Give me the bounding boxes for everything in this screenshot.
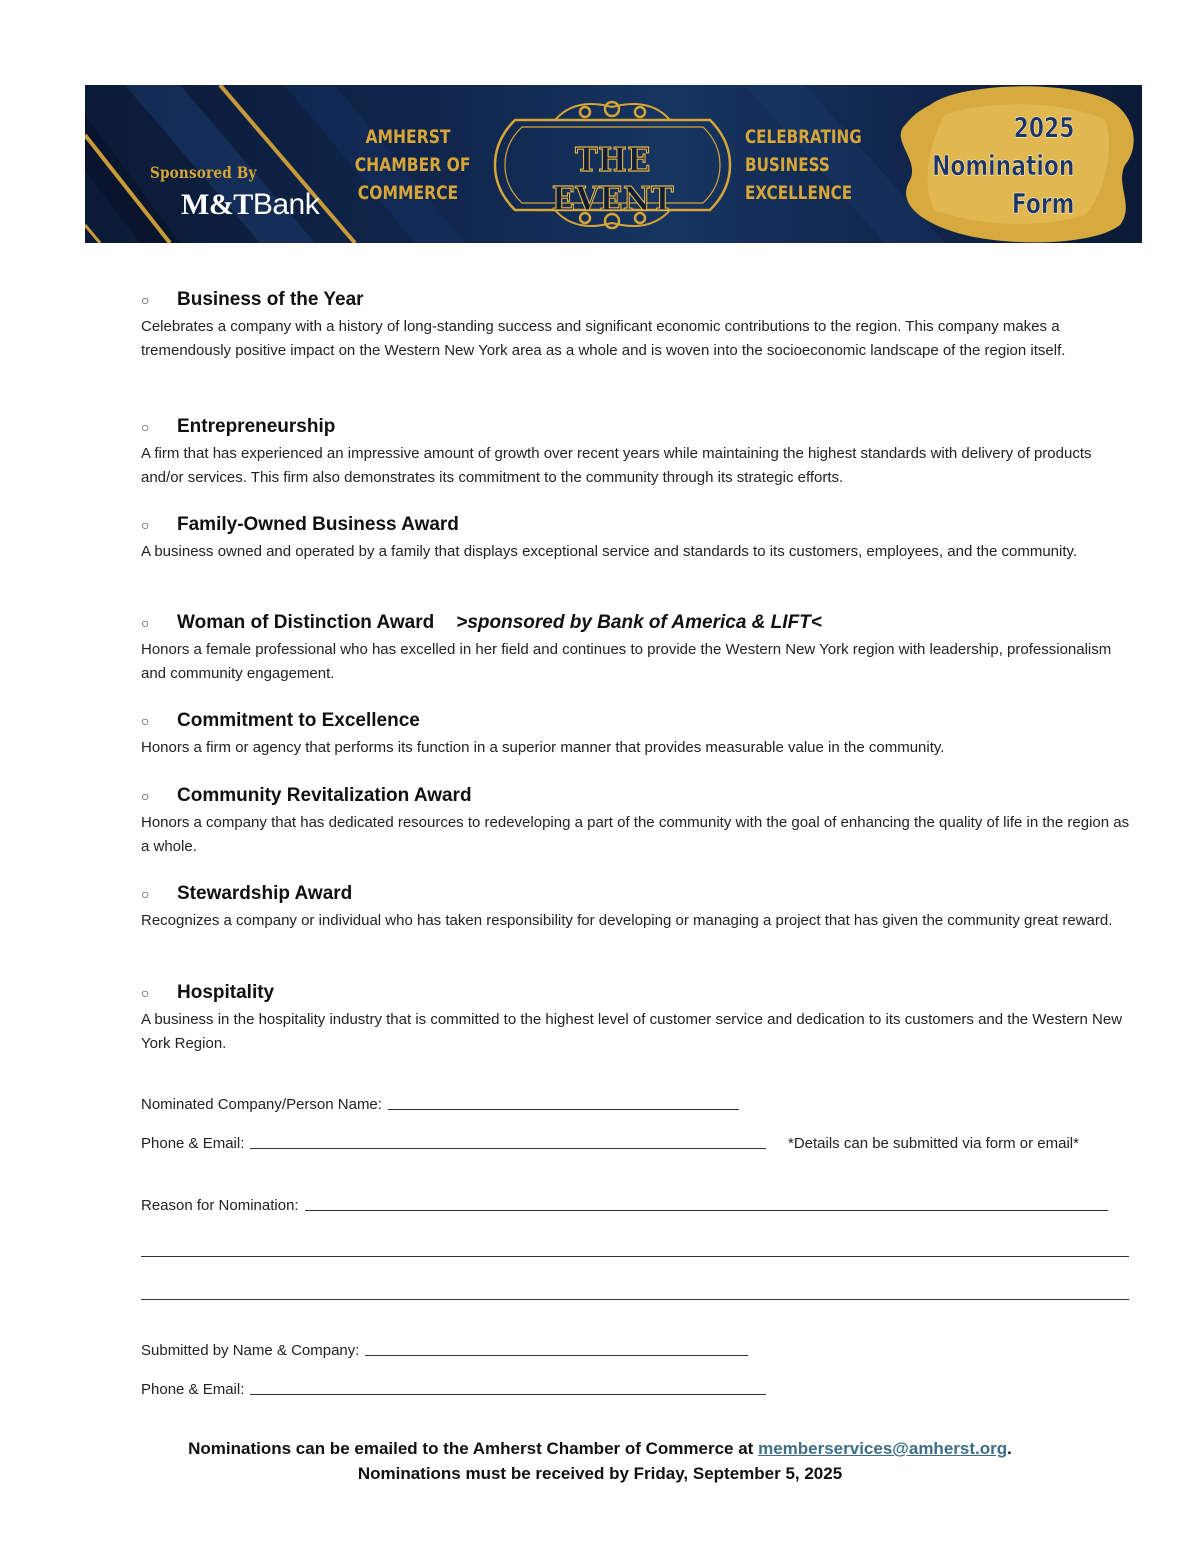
radio-circle-icon[interactable]: ○ — [141, 419, 150, 435]
award-title: Woman of Distinction Award — [177, 612, 435, 633]
celebrating-tagline — [745, 123, 862, 207]
nominee-name-line[interactable] — [388, 1108, 739, 1110]
award-option[interactable] — [141, 416, 1136, 489]
award-description: Honors a female professional who has excelled in her field and continues to provide the Western New York region with leadership, professionalism and community engagement. — [141, 641, 1112, 682]
details-note: *Details can be submitted via form or email* — [788, 1135, 1079, 1152]
reason-field[interactable] — [141, 1197, 1108, 1214]
radio-circle-icon[interactable]: ○ — [141, 615, 150, 631]
sponsored-by-label: Sponsored By — [150, 163, 257, 182]
form-title-line: 2025 — [1013, 111, 1074, 144]
award-description: Honors a company that has dedicated resources to redeveloping a part of the community with the goal of enhancing the quality of life in the region as a whole. — [141, 814, 1130, 855]
award-description: Recognizes a company or individual who has taken responsibility for developing or managing a project that has given the community great reward. — [141, 912, 1113, 929]
email-link[interactable]: memberservices@amherst.org — [758, 1439, 1008, 1458]
award-title: Business of the Year — [177, 289, 364, 310]
award-option[interactable] — [141, 785, 1136, 858]
chamber-name — [354, 123, 471, 207]
nominee-phone-email-line[interactable] — [250, 1147, 766, 1149]
submitter-phone-email-label: Phone & Email: — [141, 1381, 245, 1398]
award-option[interactable] — [141, 982, 1136, 1055]
award-description: A business in the hospitality industry that is committed to the highest level of customer service and dedication to its customers and the Western New York Region. — [141, 1011, 1123, 1052]
award-option[interactable] — [141, 612, 1136, 685]
reason-line-2[interactable] — [141, 1256, 1129, 1257]
submitter-line[interactable] — [365, 1354, 748, 1356]
nominee-name-field[interactable] — [141, 1096, 739, 1113]
radio-circle-icon[interactable]: ○ — [141, 985, 150, 1001]
tagline-line: CELEBRATING — [745, 126, 862, 148]
award-description: A firm that has experienced an impressive amount of growth over recent years while maintaining the highest standards with delivery of products and/or services. This firm also demonstrates its commitment to the community through its strategic efforts. — [141, 445, 1092, 486]
award-title: Stewardship Award — [177, 883, 353, 904]
award-option[interactable] — [141, 883, 1136, 933]
footer-deadline: Nominations must be received by Friday, September 5, 2025 — [357, 1464, 843, 1483]
mt-bank-logo — [181, 188, 319, 222]
radio-circle-icon[interactable]: ○ — [141, 292, 150, 308]
form-title-line: Form — [1011, 187, 1074, 220]
award-title: Community Revitalization Award — [177, 785, 472, 806]
submitter-phone-email-field[interactable] — [141, 1381, 766, 1398]
award-title: Family-Owned Business Award — [177, 514, 459, 535]
submitter-label: Submitted by Name & Company: — [141, 1342, 360, 1359]
award-option[interactable] — [141, 514, 1136, 564]
award-description: A business owned and operated by a family that displays exceptional service and standards to its customers, employees, and the community. — [141, 543, 1078, 560]
award-title: Commitment to Excellence — [177, 710, 420, 731]
footer-email-suffix: . — [1007, 1439, 1012, 1458]
award-description: Celebrates a company with a history of long-standing success and significant economic contributions to the region. This company makes a tremendously positive impact on the Western New York area as a whole and is woven into the socioeconomic landscape of the region itself. — [141, 318, 1066, 359]
award-option[interactable] — [141, 710, 1136, 760]
radio-circle-icon[interactable]: ○ — [141, 517, 150, 533]
nominee-phone-email-field[interactable] — [141, 1135, 766, 1152]
award-title: Hospitality — [177, 982, 275, 1003]
chamber-line: AMHERST — [365, 126, 451, 148]
award-sponsor: >sponsored by Bank of America & LIFT< — [456, 612, 822, 633]
nominee-phone-email-label: Phone & Email: — [141, 1135, 245, 1152]
footer-email-line — [0, 1439, 1200, 1459]
tagline-line: BUSINESS — [745, 154, 830, 176]
radio-circle-icon[interactable]: ○ — [141, 788, 150, 804]
tagline-line: EXCELLENCE — [745, 182, 853, 204]
reason-label: Reason for Nomination: — [141, 1197, 299, 1214]
reason-line[interactable] — [305, 1209, 1108, 1211]
chamber-line: COMMERCE — [357, 182, 459, 204]
reason-line-3[interactable] — [141, 1299, 1129, 1300]
nominee-name-label: Nominated Company/Person Name: — [141, 1096, 382, 1113]
event-title: THE EVENT — [551, 140, 675, 218]
footer-email-prefix: Nominations can be emailed to the Amherst Chamber of Commerce at — [188, 1439, 759, 1458]
radio-circle-icon[interactable]: ○ — [141, 713, 150, 729]
bank-name-rest: Bank — [252, 188, 320, 221]
form-title-line: Nomination — [931, 149, 1074, 182]
submitter-phone-email-line[interactable] — [250, 1393, 766, 1395]
radio-circle-icon[interactable]: ○ — [141, 886, 150, 902]
award-title: Entrepreneurship — [177, 416, 336, 437]
nomination-form-title — [932, 109, 1074, 223]
chamber-line: CHAMBER OF — [354, 154, 471, 176]
award-description: Honors a firm or agency that performs its function in a superior manner that provides measurable value in the community. — [141, 739, 945, 756]
submitter-field[interactable] — [141, 1342, 748, 1359]
bank-name-bold: M&T — [181, 188, 253, 221]
header-banner — [85, 85, 1142, 243]
award-option[interactable] — [141, 289, 1136, 362]
